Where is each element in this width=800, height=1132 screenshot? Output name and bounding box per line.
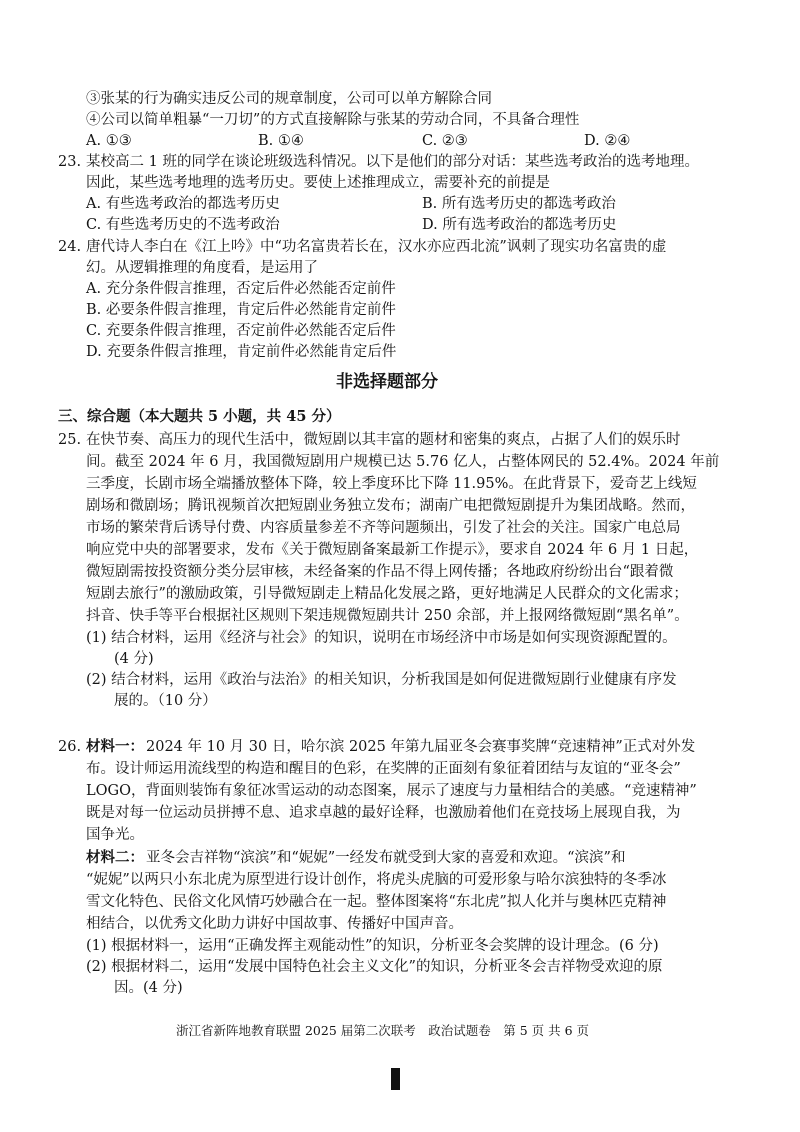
q26-material-1-line: LOGO，背面则装饰有象征冰雪运动的动态图案，展示了速度与力量相结合的美感。“竞速精神” (86, 783, 697, 799)
q22-option-d: D. ②④ (584, 133, 631, 149)
q25-material-line: 间。截至 2024 年 6 月，我国微短剧用户规模已达 5.76 亿人，占整体网民的 52.4%。2024 年前 (86, 454, 720, 470)
q26-material-2-line: 亚冬会吉祥物“滨滨”和“妮妮”一经发布就受到大家的喜爱和欢迎。“滨滨”和 (146, 850, 626, 866)
q25-sub-question-1: (1) 结合材料，运用《经济与社会》的知识，说明在市场经济中市场是如何实现资源配置的。 (86, 630, 677, 646)
q26-material-2-line: 相结合，以优秀文化助力讲好中国故事、传播好中国声音。 (86, 916, 463, 932)
q26-material-1-line: 既是对每一位运动员拼搏不息、追求卓越的最好诠释，也激励着他们在竞技场上展现自我，为 (86, 805, 681, 821)
q23-option-a: A. 有些选考政治的都选考历史 (86, 196, 280, 212)
q25-sub-question-2: (2) 结合材料，运用《政治与法治》的相关知识，分析我国是如何促进微短剧行业健康有序发 (86, 672, 677, 688)
q24-stem-line-2: 幻。从逻辑推理的角度看，是运用了 (86, 260, 318, 276)
q23-option-b: B. 所有选考历史的都选考政治 (422, 196, 616, 212)
q26-material-1-line: 2024 年 10 月 30 日，哈尔滨 2025 年第九届亚冬会赛事奖牌“竞速精神”正式对外发 (146, 739, 696, 755)
q22-option-a: A. ①③ (86, 133, 132, 149)
q22-option-c: C. ②③ (422, 133, 468, 149)
q24-option-c: C. 充要条件假言推理，否定前件必然能否定后件 (86, 323, 396, 339)
q25-material-line: 市场的繁荣背后诱导付费、内容质量参差不齐等问题频出，引发了社会的关注。国家广电总局 (86, 520, 681, 536)
q26-sub-question-2-cont: 因。(4 分) (114, 980, 183, 996)
q25-sub-question-1-score: (4 分) (114, 651, 154, 667)
q26-material-2-line: “妮妮”以两只小东北虎为原型进行设计创作，将虎头虎脑的可爱形象与哈尔滨独特的冬季冰 (86, 872, 667, 888)
q25-material-line: 剧场和微剧场；腾讯视频首次把短剧业务独立发布；湖南广电把微短剧提升为集团战略。然而， (86, 498, 695, 514)
q24-number: 24. (58, 239, 82, 255)
part3-heading: 三、综合题（本大题共 5 小题，共 45 分） (58, 408, 341, 425)
q24-option-b: B. 必要条件假言推理，肯定后件必然能肯定前件 (86, 302, 396, 318)
q25-material-line: 三季度，长剧市场全端播放整体下降，较上季度环比下降 11.95%。在此背景下，爱奇艺上线短 (86, 476, 697, 492)
q25-number: 25. (58, 432, 82, 448)
q24-stem-line-1: 唐代诗人李白在《江上吟》中“功名富贵若长在，汉水亦应西北流”讽刺了现实功名富贵的虚 (86, 239, 667, 255)
section-title: 非选择题部分 (336, 372, 438, 392)
q26-number: 26. (58, 739, 82, 755)
q23-option-d: D. 所有选考政治的都选考历史 (422, 217, 617, 233)
q23-number: 23. (58, 154, 82, 170)
q26-sub-question-2: (2) 根据材料二，运用“发展中国特色社会主义文化”的知识，分析亚冬会吉祥物受欢迎的原 (86, 959, 663, 975)
q22-item-4: ④公司以简单粗暴“一刀切”的方式直接解除与张某的劳动合同，不具备合理性 (86, 112, 580, 128)
q26-sub-question-1: (1) 根据材料一，运用“正确发挥主观能动性”的知识，分析亚冬会奖牌的设计理念。(6 分) (86, 938, 659, 954)
scan-mark (391, 1068, 400, 1090)
q23-option-c: C. 有些选考历史的不选考政治 (86, 217, 280, 233)
q25-material-line: 抖音、快手等平台根据社区规则下架违规微短剧共计 250 余部，并上报网络微短剧“黑名单”。 (86, 608, 689, 624)
q26-material-1-label: 材料一： (86, 738, 144, 755)
q25-material-line: 微短剧需按投资额分类分层审核，未经备案的作品不得上网传播；各地政府纷纷出台“跟着微 (86, 564, 674, 580)
q26-material-2-line: 雪文化特色、民俗文化风情巧妙融合在一起。整体图案将“东北虎”拟人化并与奥林匹克精神 (86, 894, 667, 910)
q26-material-2-label: 材料二： (86, 849, 144, 866)
q25-material-line: 在快节奏、高压力的现代生活中，微短剧以其丰富的题材和密集的爽点，占据了人们的娱乐时 (86, 432, 681, 448)
q22-item-3: ③张某的行为确实违反公司的规章制度，公司可以单方解除合同 (86, 91, 492, 107)
q26-material-1-line: 国争光。 (86, 827, 144, 843)
q25-material-line: 响应党中央的部署要求，发布《关于微短剧备案最新工作提示》，要求自 2024 年 6 月 1 日起， (86, 542, 699, 558)
q25-material-line: 短剧去旅行”的激励政策，引导微短剧走上精品化发展之路，更好地满足人民群众的文化需求； (86, 586, 688, 602)
page-footer: 浙江省新阵地教育联盟 2025 届第二次联考 政治试题卷 第 5 页 共 6 页 (176, 1023, 590, 1038)
q24-option-a: A. 充分条件假言推理，否定后件必然能否定前件 (86, 281, 396, 297)
q23-stem-line-2: 因此，某些选考地理的选考历史。要使上述推理成立，需要补充的前提是 (86, 175, 550, 191)
q22-option-b: B. ①④ (258, 133, 304, 149)
q23-stem-line-1: 某校高二 1 班的同学在谈论班级选科情况。以下是他们的部分对话：某些选考政治的选考地理。 (86, 154, 699, 170)
q24-option-d: D. 充要条件假言推理，肯定前件必然能肯定后件 (86, 344, 397, 360)
q25-sub-question-2-cont: 展的。（10 分） (114, 693, 217, 709)
q26-material-1-line: 布。设计师运用流线型的构造和醒目的色彩，在奖牌的正面刻有象征着团结与友谊的“亚冬会” (86, 761, 681, 777)
